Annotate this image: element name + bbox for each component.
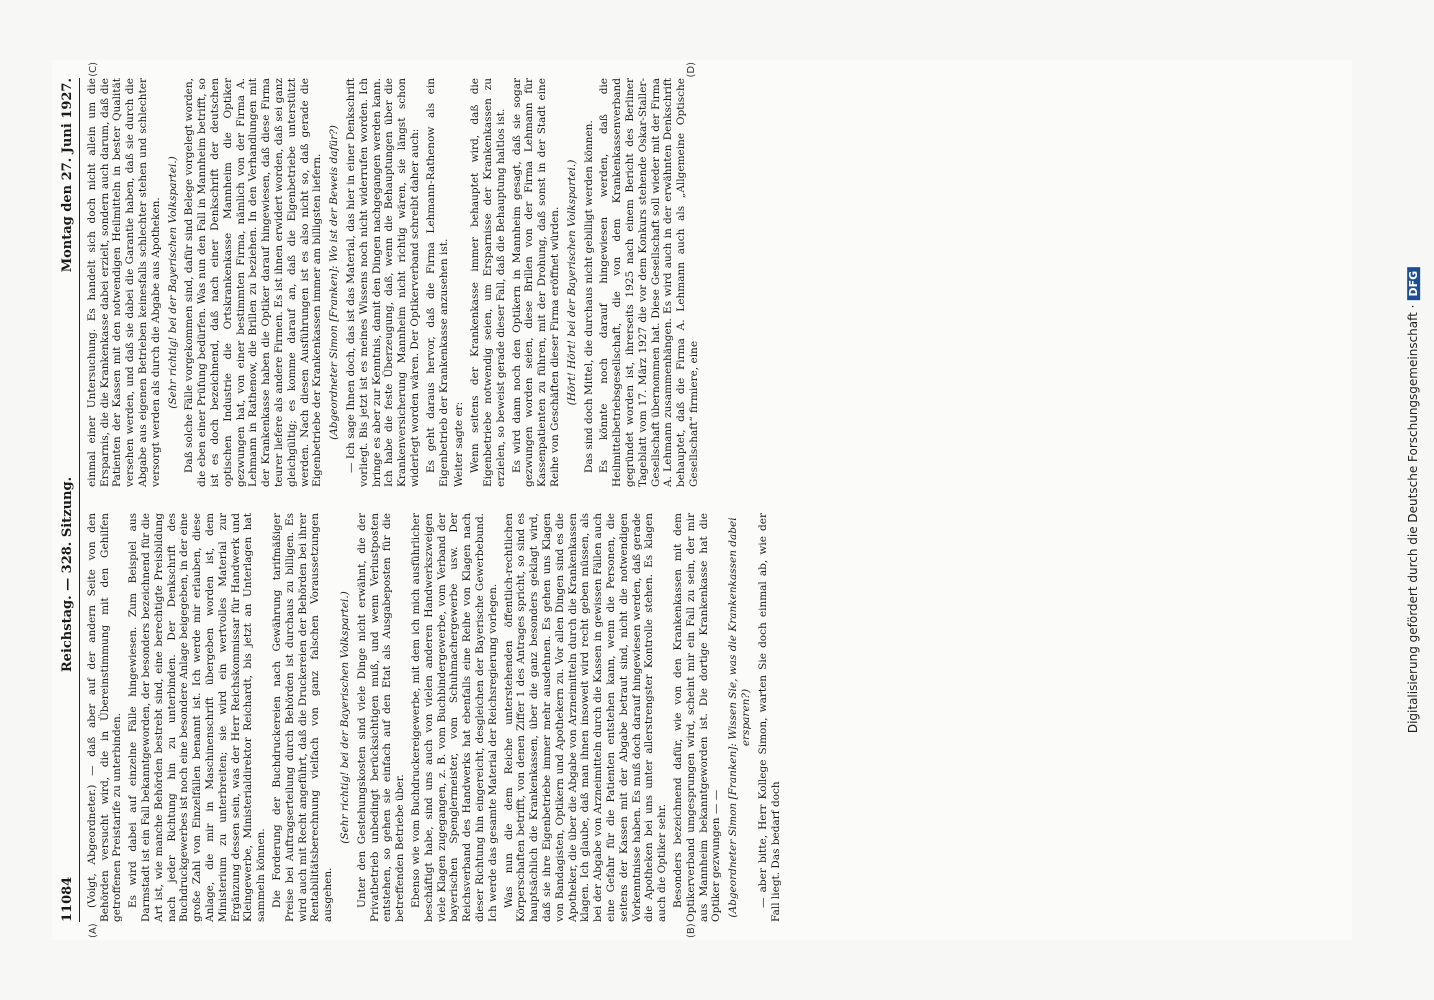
attribution-strip [1393, 0, 1434, 1000]
interjection: (Abgeordneter Simon [Franken]: Wo ist der Beweis dafür?) [328, 125, 341, 440]
interjection: (Abgeordneter Simon [Franken]: Wissen Sie, was die Krankenkassen dabei ersparen?) [727, 517, 752, 918]
paragraph: Die Forderung der Buchdruckereien nach Gewährung tarifmäßiger Preise bei Auftragserteilung durch Behörden ist durchaus zu billigen. Es wird auch mit Recht angeführt, daß die Druckereien der Behörden bei ihrer Rentabilitätsberechnung vielfach von ganz falschen Voraussetzungen ausgehen. [271, 513, 335, 922]
interjection: (Sehr richtig! bei der Bayerischen Volkspartei.) [166, 156, 179, 409]
paragraph: Weiter sagte er: [453, 401, 466, 487]
text-columns [85, 62, 1326, 938]
margin-mark-d: (D) [685, 62, 697, 78]
paragraph: (Voigt, Abgeordneter.) — daß aber auf der andern Seite von den Behörden versucht wird, die in Übereinstimmung mit den Gehilfen getroffenen Preistarife zu unterbinden. [85, 513, 124, 922]
paragraph: Es wird dann noch den Optikern in Mannheim gesagt, daß sie sogar gezwungen worden seien, diese Brillen von der Firma Lehmann für Kassenpatienten zu führen, mit der Drohung, daß sonst in der Stadt eine Reihe von Geschäften dieser Firma eröffnet würden. [510, 78, 561, 487]
left-column [85, 513, 1326, 938]
paragraph: — aber bitte, Herr Kollege Simon, warten Sie doch einmal ab, wie der Fall liegt. Das bedarf doch [756, 513, 782, 922]
margin-mark-b: (B) [685, 923, 697, 938]
page-number: 11084 [60, 876, 75, 922]
dfg-logo: DFG [1408, 267, 1421, 301]
interjection: (Hört! Hört! bei der Bayerischen Volkspartei.) [565, 159, 578, 406]
session-title: Reichstag. — 328. Sitzung. [60, 476, 75, 673]
attribution-label: Digitalisierung gefördert durch die Deutsche Forschungsgemeinschaft · [1406, 304, 1421, 734]
interjection: (Sehr richtig! bei der Bayerischen Volkspartei.) [339, 591, 351, 844]
document-page [52, 60, 1352, 940]
paragraph: Das sind doch Mittel, die durchaus nicht gebilligt werden können. [582, 120, 595, 473]
margin-mark-a: (A) [87, 923, 99, 938]
paragraph: Daß solche Fälle vorgekommen sind, dafür sind Belege vorgelegt worden, die eben einer Prüfung bedürfen. Was nun den Fall in Mannheim betrifft, so ist es doch bezeichnend, daß nach einer Denkschrift der deutschen optischen Industrie die Ortskrankenkasse Mannheim die Optiker gezwungen hat, von einer bestimmten Firma, nämlich von der Firma A. Lehmann in Rathenow, die Brillen zu beziehen. In den Verhandlungen mit der Krankenkasse haben die Optiker darauf hingewiesen, daß diese Firma teurer liefere als andere Firmen. Es ist ihnen erwidert worden, daß sei ganz gleichgültig; es komme darauf an, daß die Eigenbetriebe unterstützt werden. Nach diesen Ausführungen ist es also nicht so, daß gerade die Eigenbetriebe der Krankenkassen immer am billigsten liefern. [183, 78, 324, 487]
paragraph: Besonders bezeichnend dafür, wie von den Krankenkassen mit dem Optikerverband umgesprungen wird, scheint mir ein Fall zu sein, der mir aus Mannheim bekanntgeworden ist. Die dortige Krankenkasse hat die Optiker gezwungen — — [671, 513, 723, 922]
paragraph: einmal einer Untersuchung. Es handelt sich doch nicht allein um die Ersparnis, die die Krankenkasse dabei erzielt, sondern auch darum, daß die Patienten der Kassen mit den notwendigen Heilmitteln in bester Qualität versehen werden, und daß sie dabei die Garantie haben, daß sie durch die Abgabe aus eigenen Betrieben keinesfalls schlechter stehen und schlechter versorgt werden als durch die Abgabe aus Apotheken. [85, 78, 162, 487]
paragraph: Wenn seitens der Krankenkasse immer behauptet wird, daß die Eigenbetriebe notwendig seien, um Ersparnisse der Krankenkassen zu erzielen, so beweist gerade dieser Fall, daß die Behauptung haltlos ist. [469, 78, 507, 487]
margin-mark-c: (C) [87, 62, 99, 77]
paragraph: — Ich sage Ihnen doch, das ist das Material, das hier in einer Denkschrift vorliegt. Bis jetzt ist es meines Wissens noch nicht widerrufen worden. Ich bringe es aber zur Kenntnis, damit den Dingen nachgegangen werden kann. Ich habe die feste Überzeugung, daß, wenn die Behauptungen über die Krankenversicherung Mannheim nicht richtig wären, sie längst schon widerlegt worden wären. Der Optikerverband schreibt daher auch: [345, 78, 421, 487]
paragraph: Ebenso wie vom Buchdruckereigewerbe, mit dem ich mich ausführlicher beschäftigt habe, sind uns auch von vielen anderen Handwerkszweigen viele Klagen zugegangen, z. B. vom Buchbindergewerbe, vom Verband der bayerischen Spenglermeister, vom Schuhmachergewerbe usw. Der Reichsverband des Handwerks hat ebenfalls eine Reihe von Klagen nach dieser Richtung hin eingereicht, desgleichen der Bayerische Gewerbebund. Ich werde das gesamte Material der Reichsregierung vorlegen. [409, 513, 499, 922]
paragraph: Es wird dabei auf einzelne Fälle hingewiesen. Zum Beispiel aus Darmstadt ist ein Fall bekanntgeworden, der besonders bezeichnend für die Art ist, wie manche Behörden bestrebt sind, eine berechtigte Preisbildung nach jeder Richtung hin zu unterbinden. Der Denkschrift des Buchdruckgewerbes ist noch eine besondere Anlage beigegeben, in der eine große Zahl von Einzelfällen benannt ist. Ich werde mir erlauben, diese Anlage, die mir in Maschinenschrift übergeben worden ist, dem Ministerium zu unterbreiten; sie wird ein wertvolles Material zur Ergänzung dessen sein, was der Herr Reichskommissar für Handwerk und Kleingewerbe, Ministerialdirektor Reichardt, bis jetzt an Unterlagen hat sammeln können. [127, 513, 268, 922]
right-column [85, 62, 1326, 487]
paragraph: Es könnte noch darauf hingewiesen werden, daß die Heilmittelbetriebsgesellschaft, die von dem Krankenkassenverband gegründet worden ist, ihrerseits 1925 nach einem Bericht des Berliner Tageblatt vom 17. März 1927 die vor dem Konkurs stehende Oskar-Staller-Gesellschaft übernommen hat. Diese Gesellschaft soll wieder mit der Firma A. Lehmann zusammenhängen. Es wird auch in der erwähnten Denkschrift behauptet, daß die Firma A. Lehmann auch als „Allgemeine Optische Gesellschaft“ firmiere, eine [598, 78, 700, 487]
attribution-text [1407, 267, 1421, 733]
running-head [60, 78, 80, 922]
paragraph: Unter den Gestehungskosten sind viele Dinge nicht erwähnt, die der Privatbetrieb unbedingt berücksichtigen muß, und wenn Verlustposten entstehen, so gehen sie einfach auf den Etat als Ausgabeposten für die betreffenden Betriebe über. [355, 513, 407, 922]
paragraph: Es geht daraus hervor, daß die Firma Lehmann-Rathenow als ein Eigenbetrieb der Krankenkasse anzusehen ist. [424, 78, 450, 487]
session-date: Montag den 27. Juni 1927. [60, 78, 75, 273]
paragraph: Was nun die dem Reiche unterstehenden öffentlich-rechtlichen Körperschaften betrifft, von denen Ziffer 1 des Antrages spricht, so sind es hauptsächlich die Krankenkassen, über die ganz besonders geklagt wird, daß sie ihre Eigenbetriebe immer mehr ausdehnen. Es gehen uns Klagen von Bandagisten, Optikern und Apothekern zu. Vor allen Dingen sind es die Apotheker, die über die Abgabe von Arzneimitteln durch die Krankenkassen klagen. Ich glaube, daß man ihnen insoweit wird recht geben müssen, als bei der Abgabe von Arzneimitteln durch die Kassen in gewissen Fällen auch eine Gefahr für die Patienten entstehen kann, wenn die Personen, die seitens der Kassen mit der Abgabe betraut sind, nicht die notwendigen Vorkenntnisse haben. Es muß doch darauf hingewiesen werden, daß gerade die Apotheken bei uns unter allerstrengster Kontrolle stehen. Es klagen auch die Optiker sehr. [502, 513, 669, 922]
